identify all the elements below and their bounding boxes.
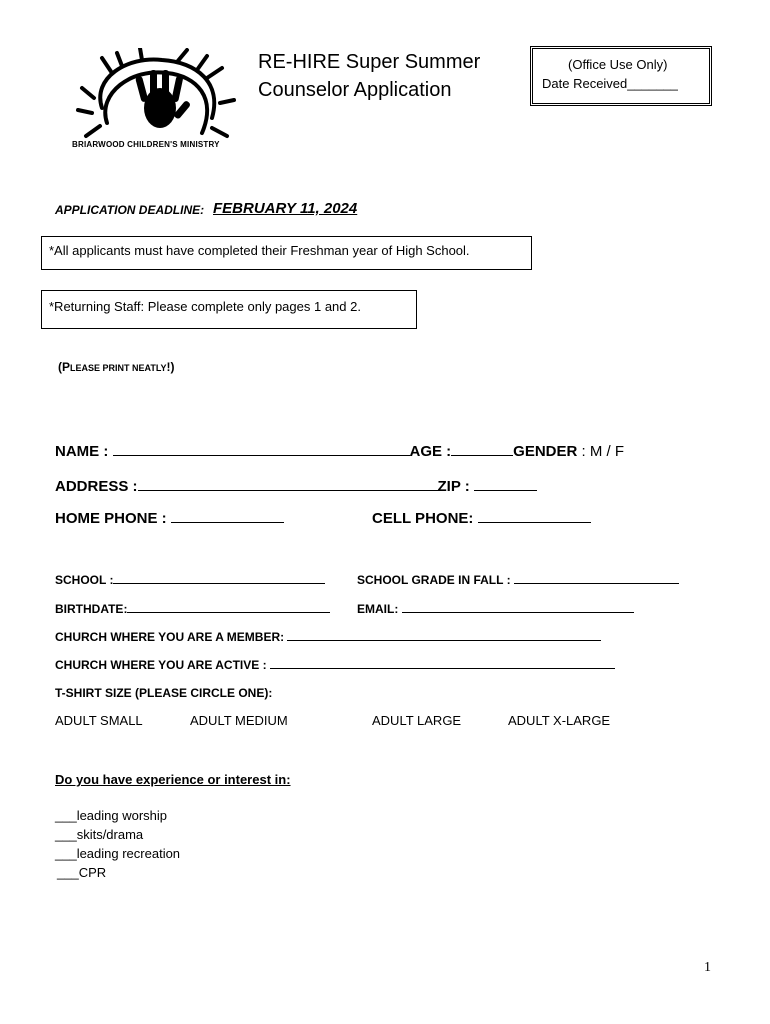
page-number: 1 <box>704 960 711 975</box>
date-received-field: Date Received_______ <box>542 76 678 91</box>
name-age-gender-row <box>55 443 624 460</box>
title-line-1: RE-HIRE Super Summer <box>258 51 481 73</box>
deadline-date: FEBRUARY 11, 2024 <box>213 200 358 217</box>
school-grade-field[interactable] <box>514 571 679 584</box>
deadline-label: APPLICATION DEADLINE: <box>55 203 205 217</box>
school-row <box>55 571 325 587</box>
office-use-label: (Office Use Only) <box>568 57 668 72</box>
email-label: EMAIL: <box>357 602 399 616</box>
school-label: SCHOOL : <box>55 573 114 587</box>
birthdate-field[interactable] <box>127 600 330 613</box>
tshirt-size-label: T-SHIRT SIZE (PLEASE CIRCLE ONE): <box>55 686 273 700</box>
home-phone-label: HOME PHONE : <box>55 510 167 527</box>
school-field[interactable] <box>113 571 325 584</box>
name-label: NAME : <box>55 443 109 460</box>
church-member-row <box>55 628 601 644</box>
name-field[interactable] <box>113 443 410 456</box>
zip-field[interactable] <box>474 478 537 491</box>
tshirt-option-xlarge[interactable]: ADULT X-LARGE <box>508 713 611 728</box>
church-active-row <box>55 656 615 672</box>
experience-item-cpr[interactable]: ___CPR <box>57 865 107 880</box>
logo-caption: BRIARWOOD CHILDREN'S MINISTRY <box>72 140 220 149</box>
experience-item-worship[interactable]: ___leading worship <box>55 808 168 823</box>
tshirt-option-small[interactable]: ADULT SMALL <box>55 713 143 728</box>
cell-phone-field[interactable] <box>478 510 591 523</box>
tshirt-option-large[interactable]: ADULT LARGE <box>372 713 462 728</box>
zip-label: ZIP : <box>437 478 470 495</box>
gender-options[interactable]: : M / F <box>581 443 625 460</box>
cell-phone-row <box>372 510 591 527</box>
home-phone-field[interactable] <box>171 510 284 523</box>
address-label: ADDRESS : <box>55 478 138 495</box>
crown-of-thorns-handprint-icon <box>72 48 242 148</box>
school-grade-label: SCHOOL GRADE IN FALL : <box>357 573 511 587</box>
experience-item-drama[interactable]: ___skits/drama <box>55 827 144 842</box>
birthdate-label: BIRTHDATE: <box>55 602 128 616</box>
church-active-label: CHURCH WHERE YOU ARE ACTIVE : <box>55 658 267 672</box>
church-member-label: CHURCH WHERE YOU ARE A MEMBER: <box>55 630 285 644</box>
home-phone-row <box>55 510 284 527</box>
age-label: AGE : <box>409 443 452 460</box>
title-line-2: Counselor Application <box>258 79 452 101</box>
school-grade-row <box>357 571 679 587</box>
age-field[interactable] <box>451 443 513 456</box>
address-zip-row <box>55 478 537 495</box>
church-active-field[interactable] <box>270 656 615 669</box>
church-member-field[interactable] <box>287 628 601 641</box>
notice-returning-staff: *Returning Staff: Please complete only pages 1 and 2. <box>41 290 417 329</box>
print-neatly-note: (PLEASE PRINT NEATLY!) <box>58 360 175 374</box>
experience-item-recreation[interactable]: ___leading recreation <box>55 846 181 861</box>
document-title <box>258 48 480 104</box>
gender-label: GENDER <box>513 443 578 460</box>
address-field[interactable] <box>138 478 438 491</box>
tshirt-option-medium[interactable]: ADULT MEDIUM <box>190 713 288 728</box>
email-row <box>357 600 634 616</box>
birthdate-row <box>55 600 330 616</box>
experience-heading: Do you have experience or interest in: <box>55 772 291 787</box>
email-field[interactable] <box>402 600 634 613</box>
notice-freshman-requirement: *All applicants must have completed their Freshman year of High School. <box>41 236 532 270</box>
cell-phone-label: CELL PHONE: <box>372 510 474 527</box>
